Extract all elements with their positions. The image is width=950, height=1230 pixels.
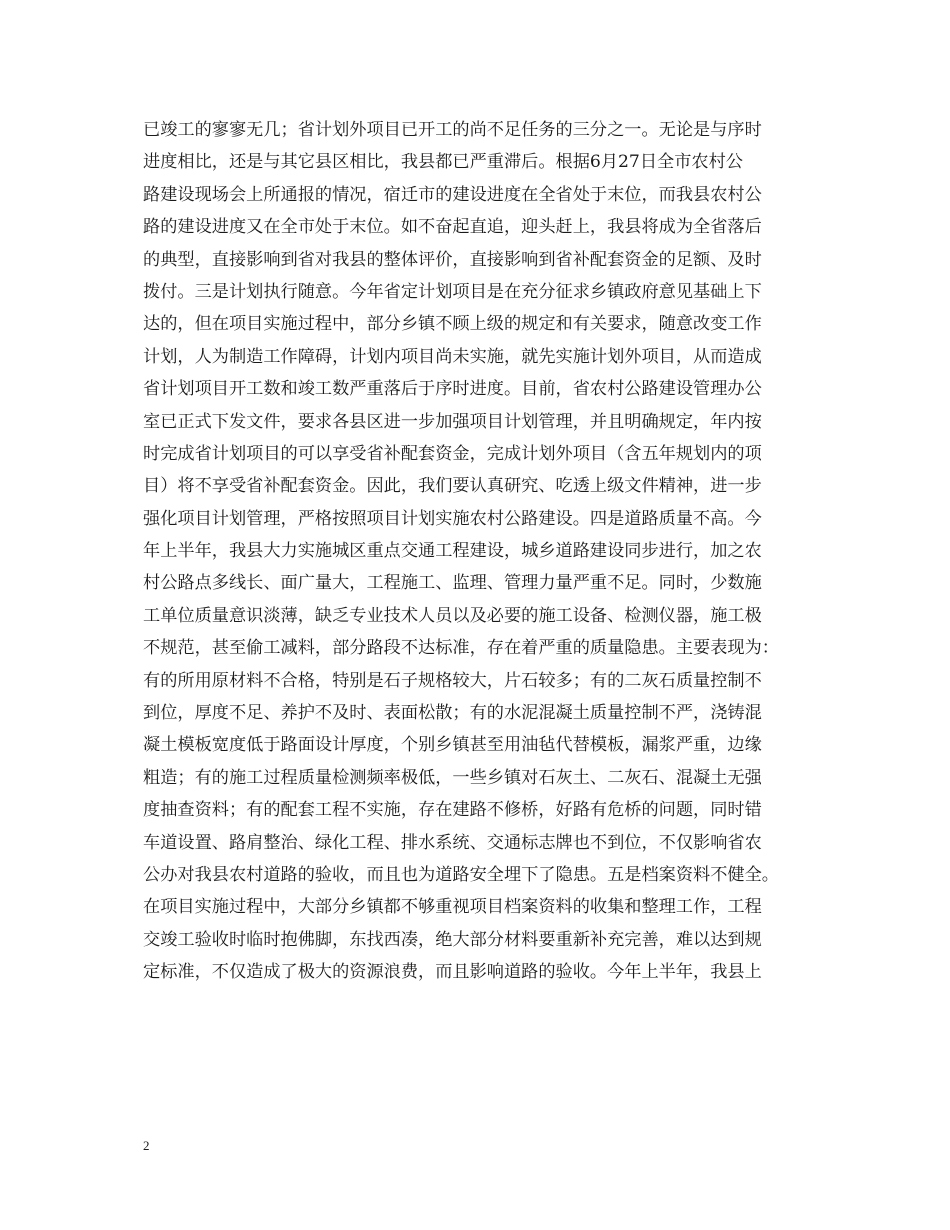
text-line: 工单位质量意识淡薄，缺乏专业技术人员以及必要的施工设备、检测仪器，施工极 — [143, 605, 762, 626]
text-line: 已竣工的寥寥无几；省计划外项目已开工的尚不足任务的三分之一。无论是与序时 — [143, 120, 762, 140]
body-text — [143, 114, 823, 989]
text-line: 计划，人为制造工作障碍，计划内项目尚未实施，就先实施计划外项目，从而造成 — [143, 346, 762, 367]
text-line: 不规范，甚至偷工减料，部分路段不达标准，存在着严重的质量隐患。主要表现为： — [143, 638, 779, 659]
text-line: 达的，但在项目实施过程中，部分乡镇不顾上级的规定和有关要求，随意改变工作 — [143, 314, 762, 335]
text-line: 路建设现场会上所通报的情况，宿迁市的建设进度在全省处于末位，而我县农村公 — [143, 184, 762, 205]
text-line: 进度相比，还是与其它县区相比，我县都已严重滞后。根据6月27日全市农村公 — [143, 152, 743, 173]
text-line: 年上半年，我县大力实施城区重点交通工程建设，城乡道路建设同步进行，加之农 — [143, 541, 762, 562]
text-line: 村公路点多线长、面广量大，工程施工、监理、管理力量严重不足。同时，少数施 — [143, 573, 762, 594]
text-line: 在项目实施过程中，大部分乡镇都不够重视项目档案资料的收集和整理工作，工程 — [143, 897, 762, 918]
text-line: 到位，厚度不足、养护不及时、表面松散；有的水泥混凝土质量控制不严，浇铸混 — [143, 703, 762, 724]
text-line: 定标准，不仅造成了极大的资源浪费，而且影响道路的验收。今年上半年，我县上 — [143, 962, 762, 983]
text-line: 强化项目计划管理，严格按照项目计划实施农村公路建设。四是道路质量不高。今 — [143, 508, 762, 529]
text-line: 车道设置、路肩整治、绿化工程、排水系统、交通标志牌也不到位，不仅影响省农 — [143, 832, 762, 853]
text-line: 目）将不享受省补配套资金。因此，我们要认真研究、吃透上级文件精神，进一步 — [143, 476, 762, 497]
text-line: 交竣工验收时临时抱佛脚，东找西凑，绝大部分材料要重新补充完善，难以达到规 — [143, 929, 762, 950]
text-line: 省计划项目开工数和竣工数严重落后于序时进度。目前，省农村公路建设管理办公 — [143, 379, 762, 400]
page-number: 2 — [143, 1138, 150, 1153]
text-line: 公办对我县农村道路的验收，而且也为道路安全埋下了隐患。五是档案资料不健全。 — [143, 864, 779, 885]
text-line: 室已正式下发文件，要求各县区进一步加强项目计划管理，并且明确规定，年内按 — [143, 411, 762, 432]
text-line: 度抽查资料；有的配套工程不实施，存在建路不修桥，好路有危桥的问题，同时错 — [143, 800, 762, 821]
text-line: 凝土模板宽度低于路面设计厚度，个别乡镇甚至用油毡代替模板，漏浆严重，边缘 — [143, 735, 762, 756]
text-line: 的典型，直接影响到省对我县的整体评价，直接影响到省补配套资金的足额、及时 — [143, 249, 762, 270]
text-line: 粗造；有的施工过程质量检测频率极低，一些乡镇对石灰土、二灰石、混凝土无强 — [143, 767, 762, 788]
text-line: 拨付。三是计划执行随意。今年省定计划项目是在充分征求乡镇政府意见基础上下 — [143, 281, 762, 302]
text-line: 路的建设进度又在全市处于末位。如不奋起直追，迎头赶上，我县将成为全省落后 — [143, 217, 762, 238]
text-line: 时完成省计划项目的可以享受省补配套资金，完成计划外项目（含五年规划内的项 — [143, 443, 762, 464]
text-line: 有的所用原材料不合格，特别是石子规格较大，片石较多；有的二灰石质量控制不 — [143, 670, 762, 691]
